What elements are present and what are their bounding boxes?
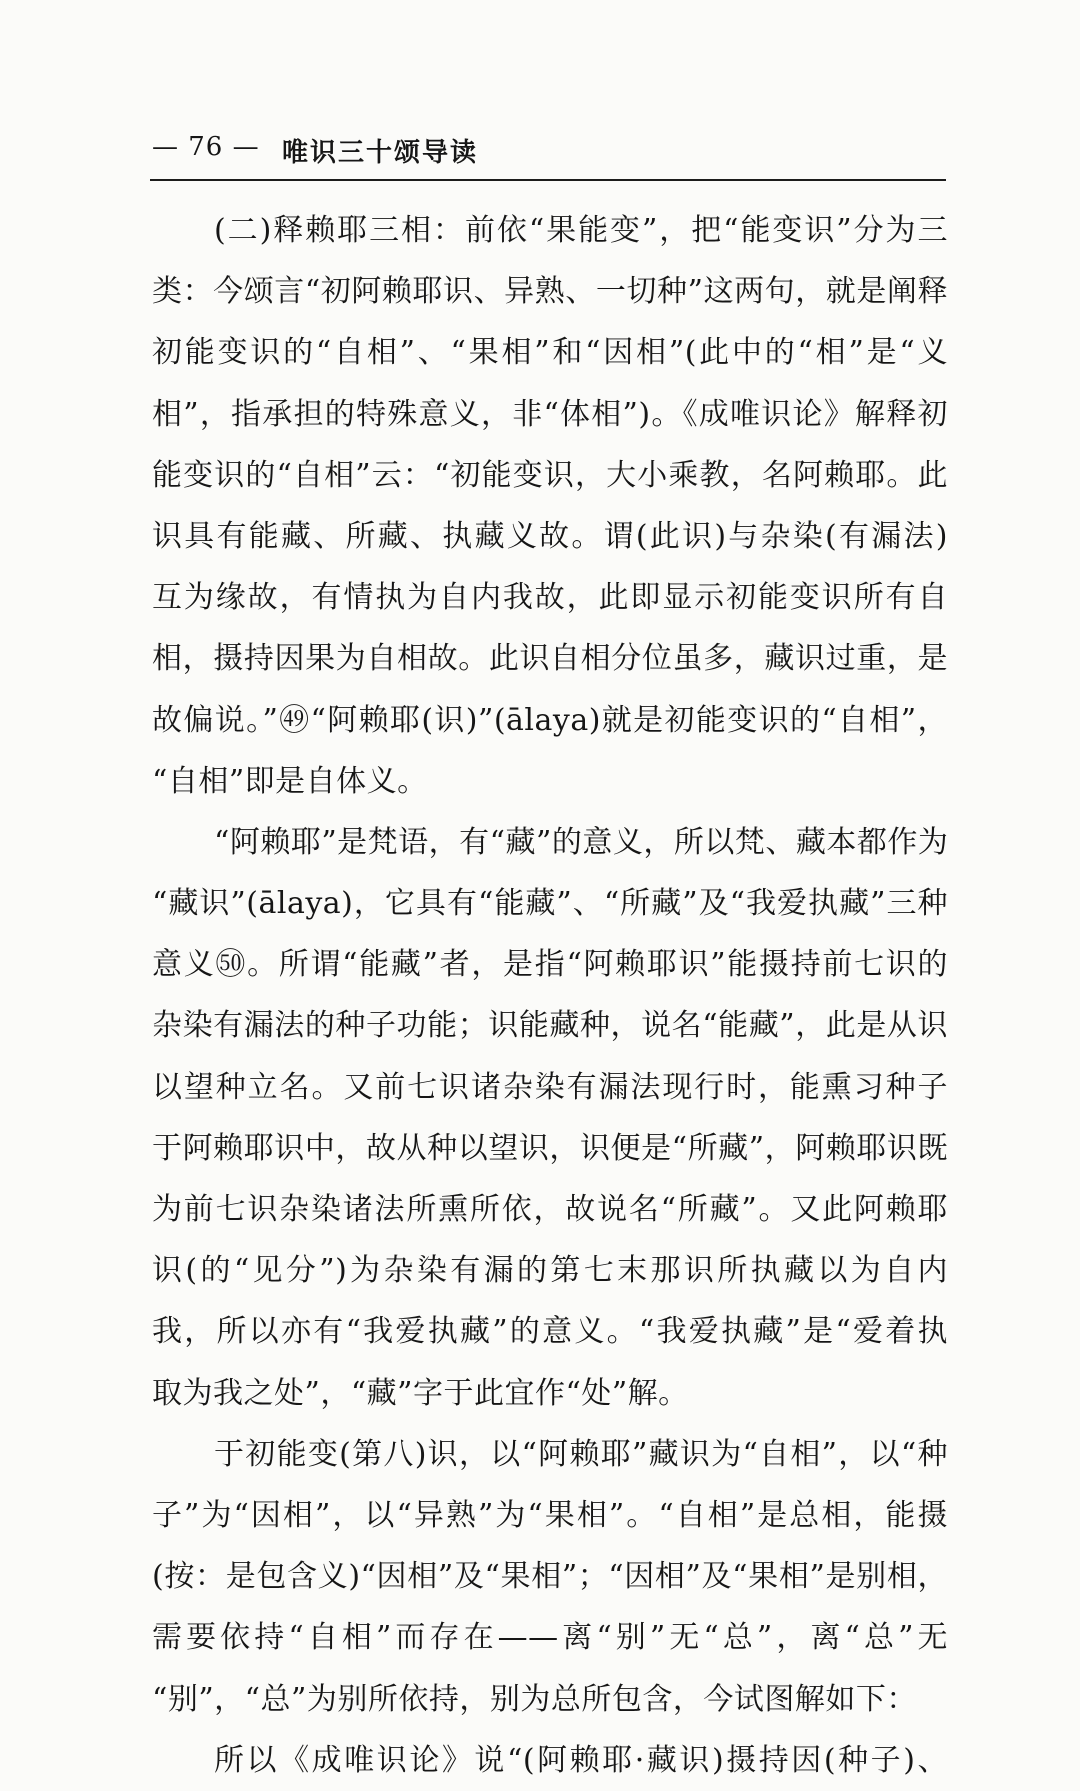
- text-line: 相”，指承担的特殊意义，非“体相”)。《成唯识论》解释初: [152, 396, 948, 432]
- text-line: (二)释赖耶三相：前依“果能变”，把“能变识”分为三: [214, 213, 948, 248]
- header-rule: [150, 179, 946, 181]
- text-line: 相，摄持因果为自相故。此识自相分位虽多，藏识过重，是: [152, 641, 948, 677]
- body-text: [152, 200, 948, 1791]
- text-line: 我，所以亦有“我爱执藏”的意义。“我爱执藏”是“爱着执: [152, 1314, 948, 1350]
- text-line: 初能变识的“自相”、“果相”和“因相”(此中的“相”是“义: [152, 335, 948, 371]
- text-line: 以望种立名。又前七识诸杂染有漏法现行时，能熏习种子: [152, 1069, 948, 1105]
- text-line: 于阿赖耶识中，故从种以望识，识便是“所藏”，阿赖耶识既: [152, 1130, 948, 1166]
- text-line: 杂染有漏法的种子功能；识能藏种，说名“能藏”，此是从识: [152, 1008, 948, 1044]
- text-line: (按：是包含义)“因相”及“果相”；“因相”及“果相”是别相，: [152, 1559, 948, 1595]
- text-line: 互为缘故，有情执为自内我故，此即显示初能变识所有自: [152, 580, 948, 616]
- book-title: 唯识三十颂导读: [282, 138, 479, 168]
- text-line: 需要依持“自相”而存在——离“别”无“总”，离“总”无: [152, 1620, 948, 1656]
- text-line: 能变识的“自相”云：“初能变识，大小乘教，名阿赖耶。此: [152, 457, 948, 493]
- text-line: “自相”即是自体义。: [152, 763, 428, 799]
- text-line: 取为我之处”，“藏”字于此宜作“处”解。: [152, 1375, 689, 1411]
- text-line: 类：今颂言“初阿赖耶识、异熟、一切种”这两句，就是阐释: [152, 274, 948, 310]
- text-line: “藏识”(ālaya)，它具有“能藏”、“所藏”及“我爱执藏”三种: [152, 886, 948, 922]
- running-header: [152, 132, 952, 178]
- text-line: “别”，“总”为别所依持，别为总所包含，今试图解如下：: [152, 1681, 917, 1717]
- text-line: “阿赖耶”是梵语，有“藏”的意义，所以梵、藏本都作为: [214, 824, 949, 860]
- text-line: 识具有能藏、所藏、执藏义故。谓(此识)与杂染(有漏法): [152, 518, 948, 554]
- text-line: 所以《成唯识论》说“(阿赖耶·藏识)摄持因(种子)、: [214, 1742, 948, 1778]
- text-line: 识(的“见分”)为杂染有漏的第七末那识所执藏以为自内: [152, 1253, 948, 1289]
- text-line: 子”为“因相”，以“异熟”为“果相”。“自相”是总相，能摄: [152, 1497, 948, 1533]
- text-line: 于初能变(第八)识，以“阿赖耶”藏识为“自相”，以“种: [214, 1436, 948, 1472]
- text-line: 为前七识杂染诸法所熏所依，故说名“所藏”。又此阿赖耶: [152, 1192, 948, 1227]
- text-line: 意义㊿。所谓“能藏”者，是指“阿赖耶识”能摄持前七识的: [152, 947, 948, 983]
- page-number: — 76 —: [152, 132, 260, 162]
- text-line: 故偏说。”㊾“阿赖耶(识)”(ālaya)就是初能变识的“自相”，: [152, 702, 948, 738]
